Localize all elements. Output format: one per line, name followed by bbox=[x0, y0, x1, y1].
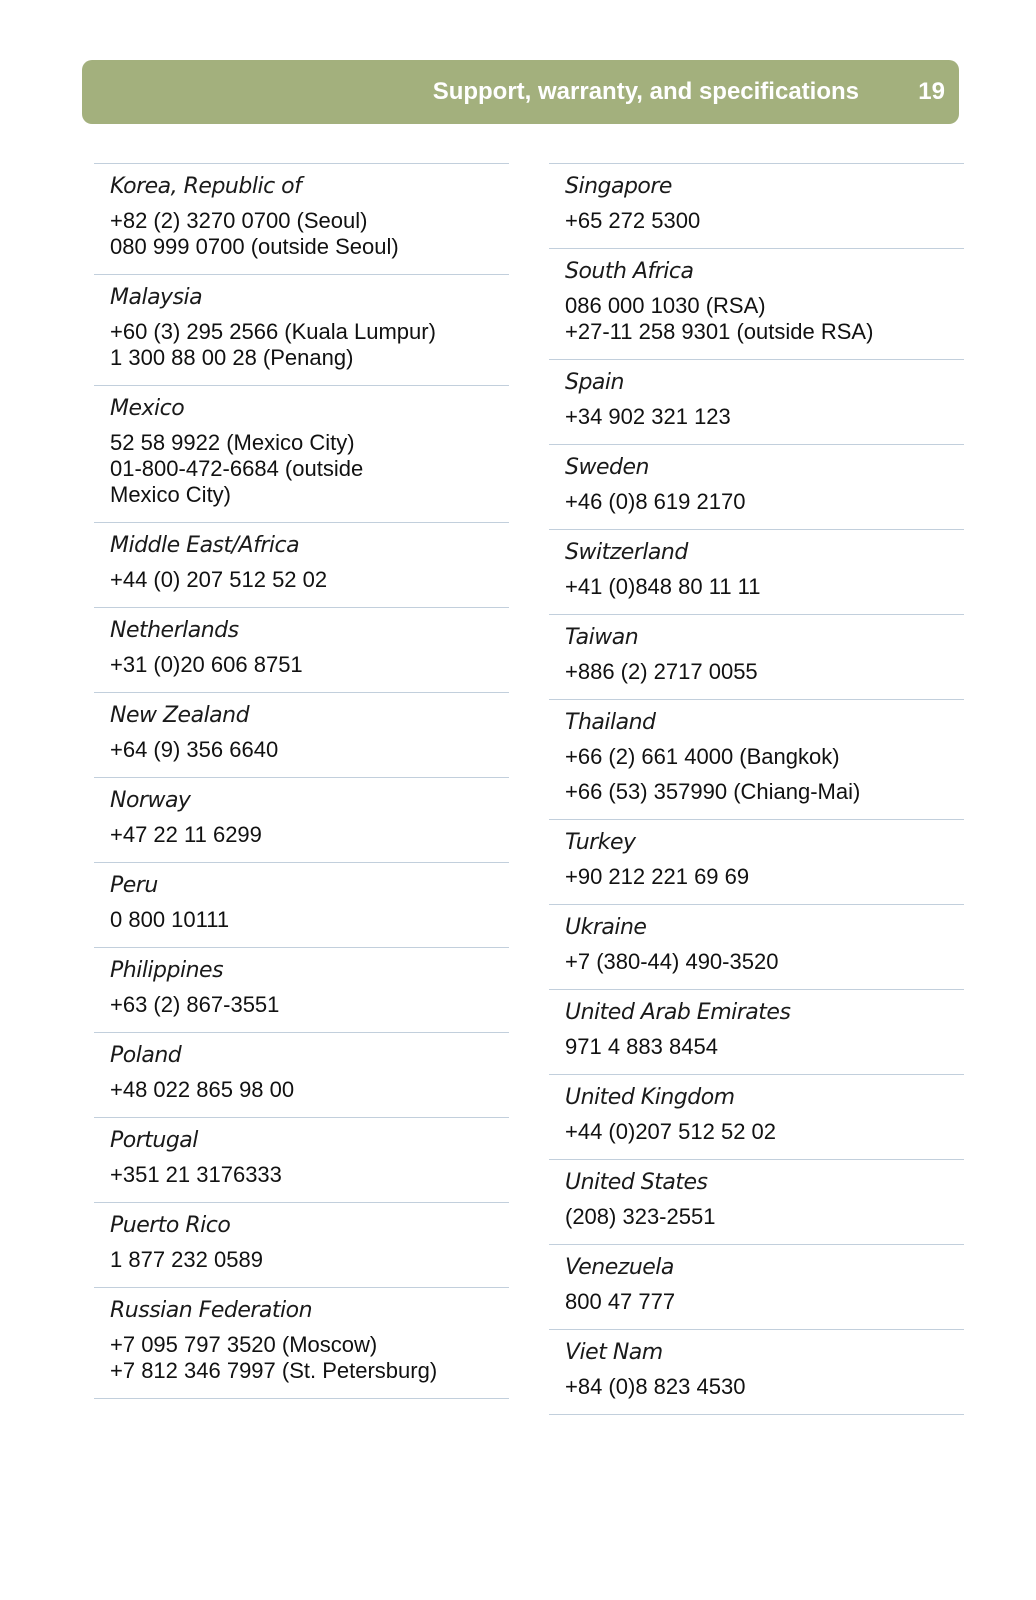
phone-number: +44 (0) 207 512 52 02 bbox=[110, 567, 328, 592]
phone-number: +66 (2) 661 4000 (Bangkok) bbox=[565, 744, 840, 769]
country-name: Venezuela bbox=[565, 1255, 674, 1280]
country-name: Portugal bbox=[110, 1128, 198, 1153]
country-name: Norway bbox=[110, 788, 191, 813]
phone-number: +351 21 3176333 bbox=[110, 1162, 282, 1187]
contact-entry bbox=[549, 989, 964, 1074]
phone-number: 01-800-472-6684 (outside bbox=[110, 456, 364, 481]
phone-number: 080 999 0700 (outside Seoul) bbox=[110, 234, 399, 259]
country-name: Russian Federation bbox=[110, 1298, 313, 1323]
contact-entry bbox=[94, 1202, 509, 1287]
phone-number: +63 (2) 867-3551 bbox=[110, 992, 280, 1017]
contact-entry bbox=[94, 777, 509, 862]
left-contact-column bbox=[94, 163, 509, 1399]
phone-number: +47 22 11 6299 bbox=[110, 822, 262, 847]
phone-number: Mexico City) bbox=[110, 482, 232, 507]
contact-entry bbox=[94, 947, 509, 1032]
country-name: Taiwan bbox=[565, 625, 639, 650]
phone-number: 1 877 232 0589 bbox=[110, 1247, 263, 1272]
phone-number: +886 (2) 2717 0055 bbox=[565, 659, 758, 684]
phone-number: 086 000 1030 (RSA) bbox=[565, 293, 766, 318]
phone-number: 971 4 883 8454 bbox=[565, 1034, 718, 1059]
contact-entry bbox=[549, 1074, 964, 1159]
phone-number: +7 812 346 7997 (St. Petersburg) bbox=[110, 1358, 438, 1383]
contact-entry bbox=[94, 385, 509, 522]
phone-number: +27-11 258 9301 (outside RSA) bbox=[565, 319, 874, 344]
phone-number: +34 902 321 123 bbox=[565, 404, 731, 429]
phone-number: +46 (0)8 619 2170 bbox=[565, 489, 746, 514]
phone-number: +7 095 797 3520 (Moscow) bbox=[110, 1332, 378, 1357]
right-contact-column bbox=[549, 163, 964, 1415]
country-name: Sweden bbox=[565, 455, 649, 480]
phone-number: +31 (0)20 606 8751 bbox=[110, 652, 303, 677]
country-name: Middle East/Africa bbox=[110, 533, 300, 558]
country-name: United States bbox=[565, 1170, 708, 1195]
country-name: Netherlands bbox=[110, 618, 239, 643]
phone-number: +90 212 221 69 69 bbox=[565, 864, 750, 889]
country-name: Viet Nam bbox=[565, 1340, 663, 1365]
contact-entry bbox=[94, 607, 509, 692]
country-name: Philippines bbox=[110, 958, 224, 983]
country-name: Mexico bbox=[110, 396, 185, 421]
country-name: Spain bbox=[565, 370, 624, 395]
contact-entry bbox=[94, 522, 509, 607]
contact-entry bbox=[549, 248, 964, 359]
contact-entry bbox=[94, 163, 509, 274]
country-name: Poland bbox=[110, 1043, 182, 1068]
country-name: Singapore bbox=[565, 174, 672, 199]
phone-number: 800 47 777 bbox=[565, 1289, 676, 1314]
contact-entry bbox=[549, 1244, 964, 1329]
contact-entry bbox=[549, 163, 964, 248]
phone-number: +60 (3) 295 2566 (Kuala Lumpur) bbox=[110, 319, 436, 344]
contact-entry bbox=[549, 819, 964, 904]
contact-entry bbox=[549, 904, 964, 989]
phone-number: +84 (0)8 823 4530 bbox=[565, 1374, 746, 1399]
contact-entry bbox=[549, 614, 964, 699]
contact-entry bbox=[549, 444, 964, 529]
country-name: New Zealand bbox=[110, 703, 250, 728]
country-name: United Arab Emirates bbox=[565, 1000, 791, 1025]
contact-entry bbox=[94, 1032, 509, 1117]
country-name: Korea, Republic of bbox=[110, 174, 302, 199]
country-name: South Africa bbox=[565, 259, 694, 284]
country-name: Switzerland bbox=[565, 540, 688, 565]
phone-number: +7 (380-44) 490-3520 bbox=[565, 949, 779, 974]
contact-entry bbox=[549, 359, 964, 444]
contact-entry bbox=[94, 274, 509, 385]
country-name: United Kingdom bbox=[565, 1085, 735, 1110]
phone-number: +66 (53) 357990 (Chiang-Mai) bbox=[565, 779, 861, 804]
phone-number: 52 58 9922 (Mexico City) bbox=[110, 430, 355, 455]
contact-entry bbox=[549, 1329, 964, 1415]
page-header-bar bbox=[82, 60, 959, 124]
country-name: Peru bbox=[110, 873, 158, 898]
phone-number: (208) 323-2551 bbox=[565, 1204, 716, 1229]
phone-number: +65 272 5300 bbox=[565, 208, 701, 233]
contact-entry bbox=[549, 1159, 964, 1244]
page-number: 19 bbox=[918, 78, 945, 105]
contact-entry bbox=[94, 1287, 509, 1399]
phone-number: 0 800 10111 bbox=[110, 907, 230, 932]
contact-entry bbox=[94, 692, 509, 777]
phone-number: +48 022 865 98 00 bbox=[110, 1077, 295, 1102]
contact-entry bbox=[549, 529, 964, 614]
country-name: Thailand bbox=[565, 710, 656, 735]
phone-number: +82 (2) 3270 0700 (Seoul) bbox=[110, 208, 368, 233]
phone-number: +41 (0)848 80 11 11 bbox=[565, 574, 761, 599]
phone-number: 1 300 88 00 28 (Penang) bbox=[110, 345, 354, 370]
country-name: Puerto Rico bbox=[110, 1213, 231, 1238]
contact-entry bbox=[94, 1117, 509, 1202]
country-name: Turkey bbox=[565, 830, 636, 855]
phone-number: +64 (9) 356 6640 bbox=[110, 737, 279, 762]
country-name: Ukraine bbox=[565, 915, 647, 940]
country-name: Malaysia bbox=[110, 285, 203, 310]
phone-number: +44 (0)207 512 52 02 bbox=[565, 1119, 777, 1144]
section-title: Support, warranty, and specifications bbox=[432, 78, 859, 105]
contact-entry bbox=[94, 862, 509, 947]
contact-entry bbox=[549, 699, 964, 819]
